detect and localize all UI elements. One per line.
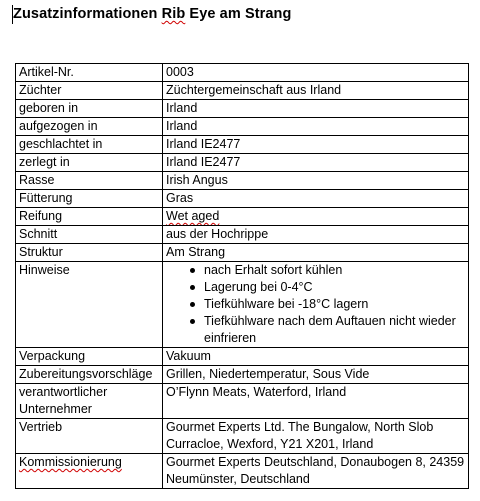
table-row (16, 100, 469, 118)
hinweise-list (166, 262, 465, 347)
table-row (16, 190, 469, 208)
row-label: Struktur (16, 244, 163, 262)
table-row (16, 366, 469, 384)
document-title[interactable] (13, 6, 291, 22)
row-value: Am Strang (163, 244, 469, 262)
table-row (16, 419, 469, 454)
row-label: Schnitt (16, 226, 163, 244)
row-value-spellcheck: Wet aged (166, 209, 220, 223)
row-value: Gourmet Experts Deutschland, Donaubogen 8, 24359 Neumünster, Deutschland (163, 454, 469, 489)
row-label: geschlachtet in (16, 136, 163, 154)
row-label: aufgezogen in (16, 118, 163, 136)
row-value-bullets (163, 262, 469, 348)
row-label: Artikel-Nr. (16, 64, 163, 82)
row-label: Züchter (16, 82, 163, 100)
row-value: Irland IE2477 (163, 136, 469, 154)
row-label: zerlegt in (16, 154, 163, 172)
bullet-item: nach Erhalt sofort kühlen (204, 262, 465, 279)
row-value: 0003 (163, 64, 469, 82)
title-part: Eye am Strang (185, 6, 292, 22)
table-row (16, 64, 469, 82)
table-row (16, 226, 469, 244)
table-row (16, 244, 469, 262)
row-value: Irland (163, 100, 469, 118)
row-value: Irland IE2477 (163, 154, 469, 172)
table-row (16, 136, 469, 154)
table-row (16, 118, 469, 136)
row-label: Zubereitungsvorschläge (16, 366, 163, 384)
row-value: Züchtergemeinschaft aus Irland (163, 82, 469, 100)
row-value (163, 208, 469, 226)
row-label: Rasse (16, 172, 163, 190)
row-value: Irish Angus (163, 172, 469, 190)
row-label: verantwortlicher Unternehmer (16, 384, 163, 419)
row-label: Fütterung (16, 190, 163, 208)
row-label: Hinweise (16, 262, 163, 348)
table-row (16, 384, 469, 419)
table-row (16, 348, 469, 366)
row-label: Verpackung (16, 348, 163, 366)
row-value: Irland (163, 118, 469, 136)
table-row (16, 208, 469, 226)
bullet-item: Tiefkühlware bei -18°C lagern (204, 296, 465, 313)
table-row (16, 154, 469, 172)
bullet-item: Lagerung bei 0-4°C (204, 279, 465, 296)
table-row (16, 454, 469, 489)
row-label: geboren in (16, 100, 163, 118)
row-label (16, 454, 163, 489)
product-info-table (15, 63, 469, 489)
bullet-item: Tiefkühlware nach dem Auftauen nicht wieder einfrieren (204, 313, 465, 347)
row-label: Reifung (16, 208, 163, 226)
row-value: Grillen, Niedertemperatur, Sous Vide (163, 366, 469, 384)
row-label: Vertrieb (16, 419, 163, 454)
title-part: Zusatzinformationen (13, 6, 162, 22)
row-label-spellcheck: Kommissionierung (19, 455, 122, 469)
row-value: aus der Hochrippe (163, 226, 469, 244)
row-value: Gourmet Experts Ltd. The Bungalow, North Slob Curracloe, Wexford, Y21 X201, Irland (163, 419, 469, 454)
table-row (16, 262, 469, 348)
table-row (16, 82, 469, 100)
title-part-spellcheck: Rib (161, 6, 186, 22)
table-row (16, 172, 469, 190)
row-value: Vakuum (163, 348, 469, 366)
row-value: O’Flynn Meats, Waterford, Irland (163, 384, 469, 419)
row-value: Gras (163, 190, 469, 208)
